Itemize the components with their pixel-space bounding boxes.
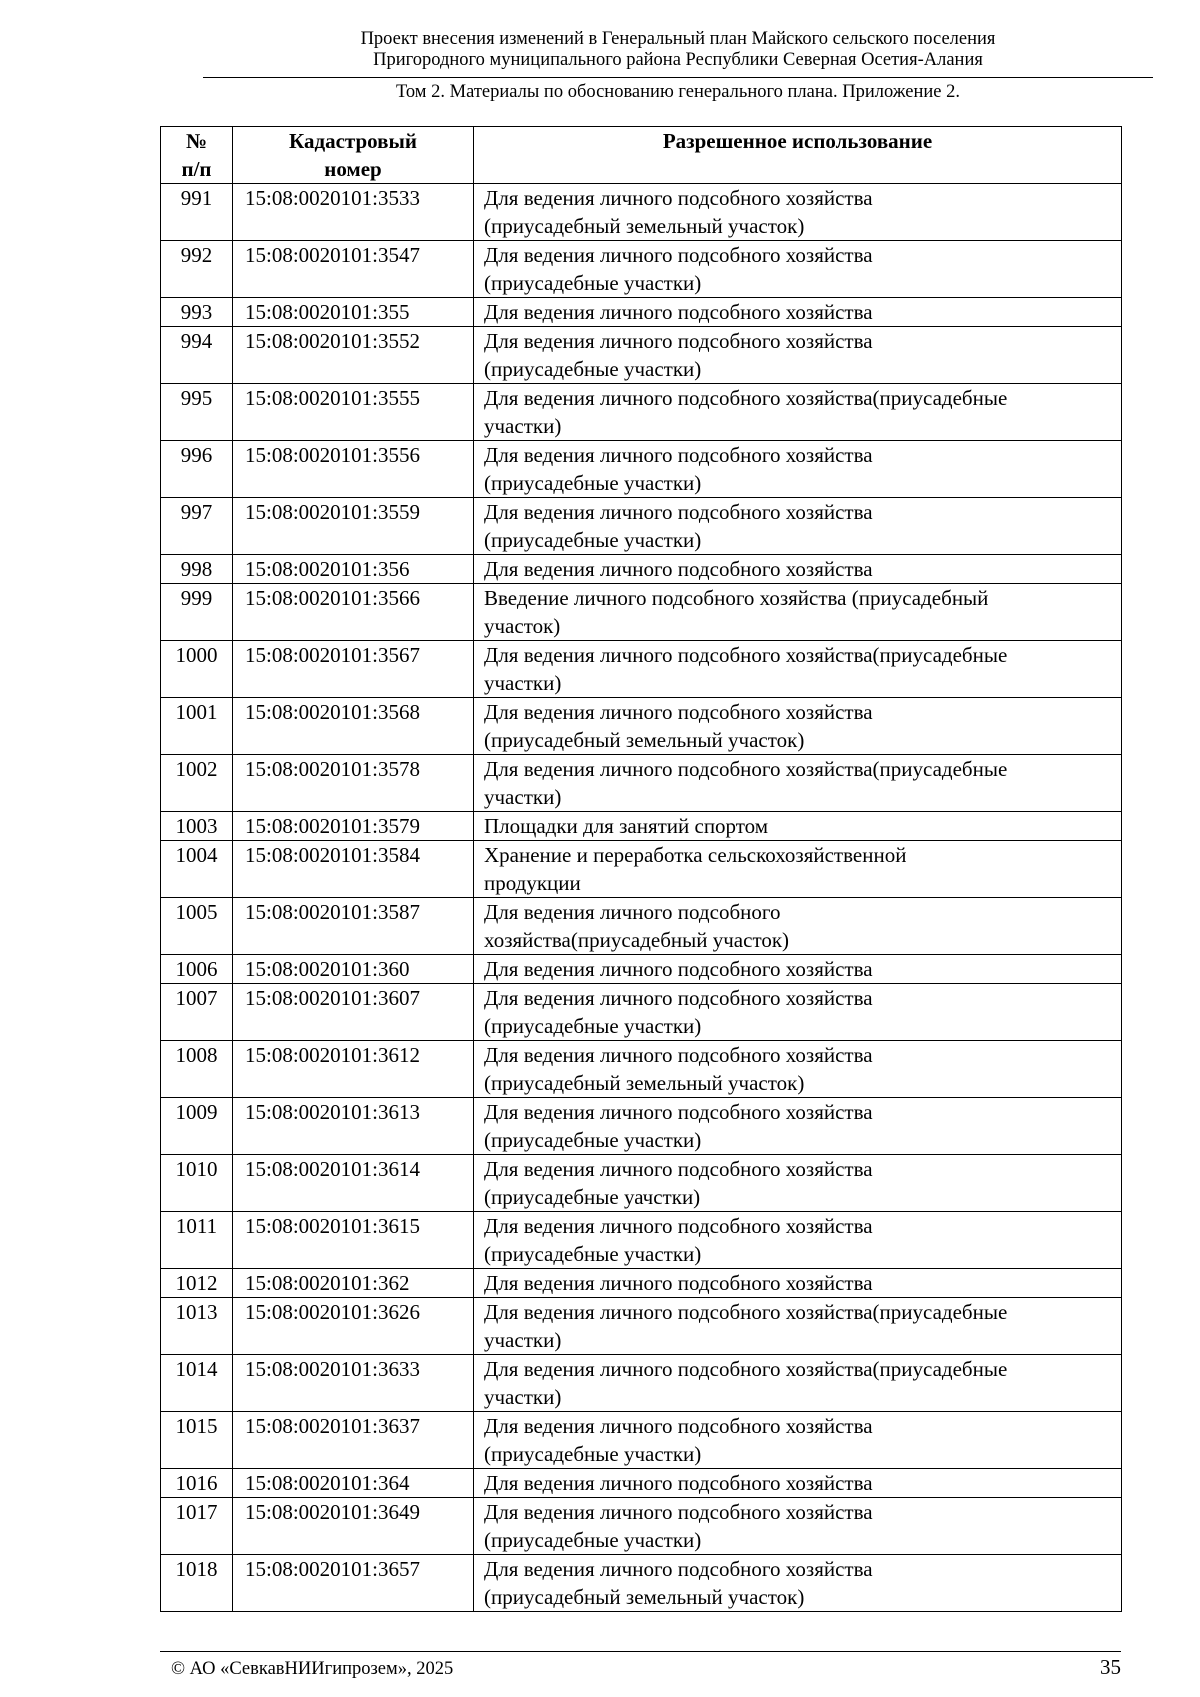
cadastral-number-cell: 15:08:0020101:3626 (233, 1298, 474, 1355)
permitted-use-cell (474, 498, 1122, 555)
permitted-use-cell (474, 1469, 1122, 1498)
permitted-use-line: (приусадебные участки) (484, 1128, 702, 1152)
permitted-use-cell (474, 1498, 1122, 1555)
cadastral-number-cell: 15:08:0020101:360 (233, 955, 474, 984)
table-row (161, 641, 1122, 698)
table-row (161, 955, 1122, 984)
table-row (161, 327, 1122, 384)
table-row (161, 1212, 1122, 1269)
row-number-cell: 1007 (161, 984, 233, 1041)
permitted-use-cell (474, 641, 1122, 698)
permitted-use-cell (474, 1098, 1122, 1155)
permitted-use-line: Для ведения личного подсобного хозяйства (484, 1043, 873, 1067)
permitted-use-line: хозяйства(приусадебный участок) (484, 928, 790, 952)
permitted-use-cell (474, 1269, 1122, 1298)
header-divider (203, 77, 1153, 78)
table-body (161, 184, 1122, 1612)
column-header-number (161, 127, 233, 184)
cadastral-number-cell: 15:08:0020101:3633 (233, 1355, 474, 1412)
row-number-cell: 1010 (161, 1155, 233, 1212)
row-number-cell: 1003 (161, 812, 233, 841)
permitted-use-line: Для ведения личного подсобного хозяйства(приусадебные (484, 757, 1008, 781)
permitted-use-line: Для ведения личного подсобного (484, 900, 781, 924)
permitted-use-line: Для ведения личного подсобного хозяйства (484, 1271, 873, 1295)
row-number-cell: 992 (161, 241, 233, 298)
table-row (161, 1269, 1122, 1298)
table-row (161, 241, 1122, 298)
permitted-use-line: (приусадебные участки) (484, 271, 702, 295)
permitted-use-line: участки) (484, 671, 562, 695)
permitted-use-line: (приусадебные участки) (484, 1242, 702, 1266)
table-row (161, 1555, 1122, 1612)
cadastral-number-cell: 15:08:0020101:3587 (233, 898, 474, 955)
permitted-use-line: (приусадебные участки) (484, 528, 702, 552)
permitted-use-cell (474, 898, 1122, 955)
row-number-cell: 998 (161, 555, 233, 584)
permitted-use-line: Для ведения личного подсобного хозяйства (484, 1214, 873, 1238)
table-row (161, 1098, 1122, 1155)
footer-copyright: © АО «СевкавНИИгипрозем», 2025 (171, 1659, 454, 1679)
table-row (161, 384, 1122, 441)
table-row (161, 841, 1122, 898)
table-row (161, 1155, 1122, 1212)
row-number-cell: 1009 (161, 1098, 233, 1155)
permitted-use-line: Для ведения личного подсобного хозяйства (484, 1471, 873, 1495)
permitted-use-cell (474, 298, 1122, 327)
permitted-use-line: Для ведения личного подсобного хозяйства (484, 186, 873, 210)
cadastral-number-cell: 15:08:0020101:3559 (233, 498, 474, 555)
permitted-use-line: (приусадебные уачстки) (484, 1185, 701, 1209)
permitted-use-line: Для ведения личного подсобного хозяйства (484, 500, 873, 524)
cadastral-number-cell: 15:08:0020101:3578 (233, 755, 474, 812)
permitted-use-cell (474, 584, 1122, 641)
table-row (161, 184, 1122, 241)
permitted-use-cell (474, 1155, 1122, 1212)
land-plots-table (160, 126, 1122, 1612)
permitted-use-line: участки) (484, 414, 562, 438)
permitted-use-cell (474, 1041, 1122, 1098)
permitted-use-cell (474, 812, 1122, 841)
header-title-line-2: Пригородного муниципального района Республики Северная Осетия-Алания (373, 50, 983, 70)
permitted-use-line: Для ведения личного подсобного хозяйства (484, 1157, 873, 1181)
permitted-use-line: Для ведения личного подсобного хозяйства (484, 329, 873, 353)
permitted-use-line: Для ведения личного подсобного хозяйства(приусадебные (484, 1300, 1008, 1324)
row-number-cell: 1013 (161, 1298, 233, 1355)
column-header-cadastral-line-1: Кадастровый (289, 129, 417, 153)
row-number-cell: 997 (161, 498, 233, 555)
permitted-use-line: (приусадебные участки) (484, 1442, 702, 1466)
permitted-use-line: Для ведения личного подсобного хозяйства (484, 243, 873, 267)
permitted-use-cell (474, 327, 1122, 384)
cadastral-number-cell: 15:08:0020101:356 (233, 555, 474, 584)
row-number-cell: 1006 (161, 955, 233, 984)
cadastral-number-cell: 15:08:0020101:3533 (233, 184, 474, 241)
table-row (161, 898, 1122, 955)
permitted-use-line: (приусадебный земельный участок) (484, 1585, 805, 1609)
row-number-cell: 1001 (161, 698, 233, 755)
row-number-cell: 1012 (161, 1269, 233, 1298)
table-row (161, 812, 1122, 841)
cadastral-number-cell: 15:08:0020101:364 (233, 1469, 474, 1498)
table-row (161, 1298, 1122, 1355)
permitted-use-cell (474, 555, 1122, 584)
permitted-use-line: Для ведения личного подсобного хозяйства (484, 986, 873, 1010)
table-row (161, 755, 1122, 812)
cadastral-number-cell: 15:08:0020101:3614 (233, 1155, 474, 1212)
permitted-use-line: участки) (484, 1328, 562, 1352)
table-row (161, 698, 1122, 755)
table-row (161, 984, 1122, 1041)
permitted-use-line: Для ведения личного подсобного хозяйства (484, 1557, 873, 1581)
permitted-use-line: Для ведения личного подсобного хозяйства (484, 557, 873, 581)
cadastral-number-cell: 15:08:0020101:3615 (233, 1212, 474, 1269)
row-number-cell: 1016 (161, 1469, 233, 1498)
row-number-cell: 996 (161, 441, 233, 498)
permitted-use-line: участки) (484, 785, 562, 809)
cadastral-number-cell: 15:08:0020101:3579 (233, 812, 474, 841)
table-header-row (161, 127, 1122, 184)
row-number-cell: 994 (161, 327, 233, 384)
cadastral-number-cell: 15:08:0020101:3555 (233, 384, 474, 441)
permitted-use-cell (474, 955, 1122, 984)
header-subtitle: Том 2. Материалы по обоснованию генерального плана. Приложение 2. (396, 82, 960, 102)
permitted-use-line: Для ведения личного подсобного хозяйства (484, 443, 873, 467)
permitted-use-line: (приусадебный земельный участок) (484, 728, 805, 752)
row-number-cell: 1014 (161, 1355, 233, 1412)
header-title-line-1: Проект внесения изменений в Генеральный план Майского сельского поселения (360, 29, 996, 49)
page-number: 35 (1100, 1655, 1121, 1679)
table-row (161, 1498, 1122, 1555)
table-row (161, 1355, 1122, 1412)
permitted-use-line: (приусадебные участки) (484, 471, 702, 495)
row-number-cell: 1017 (161, 1498, 233, 1555)
cadastral-number-cell: 15:08:0020101:3556 (233, 441, 474, 498)
cadastral-number-cell: 15:08:0020101:3566 (233, 584, 474, 641)
row-number-cell: 991 (161, 184, 233, 241)
permitted-use-cell (474, 1355, 1122, 1412)
permitted-use-line: продукции (484, 871, 581, 895)
cadastral-number-cell: 15:08:0020101:3613 (233, 1098, 474, 1155)
permitted-use-line: Для ведения личного подсобного хозяйства (484, 300, 873, 324)
table-row (161, 1469, 1122, 1498)
column-header-number-line-1: № (185, 129, 208, 153)
permitted-use-cell (474, 184, 1122, 241)
table-row (161, 1412, 1122, 1469)
row-number-cell: 1005 (161, 898, 233, 955)
cadastral-number-cell: 15:08:0020101:3657 (233, 1555, 474, 1612)
cadastral-number-cell: 15:08:0020101:355 (233, 298, 474, 327)
permitted-use-line: Для ведения личного подсобного хозяйства (484, 1500, 873, 1524)
permitted-use-cell (474, 1412, 1122, 1469)
row-number-cell: 1011 (161, 1212, 233, 1269)
permitted-use-line: (приусадебный земельный участок) (484, 214, 805, 238)
permitted-use-line: Для ведения личного подсобного хозяйства(приусадебные (484, 643, 1008, 667)
cadastral-number-cell: 15:08:0020101:3584 (233, 841, 474, 898)
cadastral-number-cell: 15:08:0020101:3637 (233, 1412, 474, 1469)
row-number-cell: 995 (161, 384, 233, 441)
permitted-use-cell (474, 384, 1122, 441)
permitted-use-cell (474, 241, 1122, 298)
permitted-use-line: (приусадебные участки) (484, 357, 702, 381)
table-row (161, 555, 1122, 584)
permitted-use-line: Для ведения личного подсобного хозяйства (484, 1100, 873, 1124)
column-header-cadastral-line-2: номер (324, 157, 382, 181)
column-header-permitted-use (474, 127, 1122, 184)
permitted-use-cell (474, 698, 1122, 755)
permitted-use-line: участок) (484, 614, 561, 638)
row-number-cell: 1008 (161, 1041, 233, 1098)
permitted-use-line: Для ведения личного подсобного хозяйства(приусадебные (484, 1357, 1008, 1381)
page-header (203, 29, 1153, 71)
permitted-use-line: (приусадебный земельный участок) (484, 1071, 805, 1095)
permitted-use-line: Хранение и переработка сельскохозяйственной (484, 843, 907, 867)
column-header-permitted-use-label: Разрешенное использование (662, 129, 933, 153)
row-number-cell: 1015 (161, 1412, 233, 1469)
permitted-use-line: Для ведения личного подсобного хозяйства (484, 700, 873, 724)
row-number-cell: 993 (161, 298, 233, 327)
cadastral-number-cell: 15:08:0020101:3612 (233, 1041, 474, 1098)
permitted-use-line: Для ведения личного подсобного хозяйства(приусадебные (484, 386, 1008, 410)
cadastral-number-cell: 15:08:0020101:362 (233, 1269, 474, 1298)
table-row (161, 584, 1122, 641)
permitted-use-cell (474, 441, 1122, 498)
cadastral-number-cell: 15:08:0020101:3607 (233, 984, 474, 1041)
row-number-cell: 1000 (161, 641, 233, 698)
cadastral-number-cell: 15:08:0020101:3568 (233, 698, 474, 755)
permitted-use-line: (приусадебные участки) (484, 1528, 702, 1552)
row-number-cell: 1002 (161, 755, 233, 812)
permitted-use-cell (474, 755, 1122, 812)
cadastral-number-cell: 15:08:0020101:3547 (233, 241, 474, 298)
permitted-use-line: Для ведения личного подсобного хозяйства (484, 957, 873, 981)
permitted-use-cell (474, 1298, 1122, 1355)
permitted-use-cell (474, 984, 1122, 1041)
cadastral-number-cell: 15:08:0020101:3552 (233, 327, 474, 384)
permitted-use-line: участки) (484, 1385, 562, 1409)
row-number-cell: 1004 (161, 841, 233, 898)
table-row (161, 441, 1122, 498)
cadastral-number-cell: 15:08:0020101:3567 (233, 641, 474, 698)
table-row (161, 1041, 1122, 1098)
permitted-use-line: Введение личного подсобного хозяйства (приусадебный (484, 586, 989, 610)
footer-divider (160, 1651, 1121, 1652)
permitted-use-line: (приусадебные участки) (484, 1014, 702, 1038)
table-row (161, 298, 1122, 327)
permitted-use-cell (474, 1212, 1122, 1269)
cadastral-number-cell: 15:08:0020101:3649 (233, 1498, 474, 1555)
permitted-use-cell (474, 841, 1122, 898)
permitted-use-line: Площадки для занятий спортом (484, 814, 769, 838)
permitted-use-line: Для ведения личного подсобного хозяйства (484, 1414, 873, 1438)
row-number-cell: 999 (161, 584, 233, 641)
column-header-cadastral (233, 127, 474, 184)
row-number-cell: 1018 (161, 1555, 233, 1612)
table-row (161, 498, 1122, 555)
permitted-use-cell (474, 1555, 1122, 1612)
column-header-number-line-2: п/п (181, 157, 212, 181)
